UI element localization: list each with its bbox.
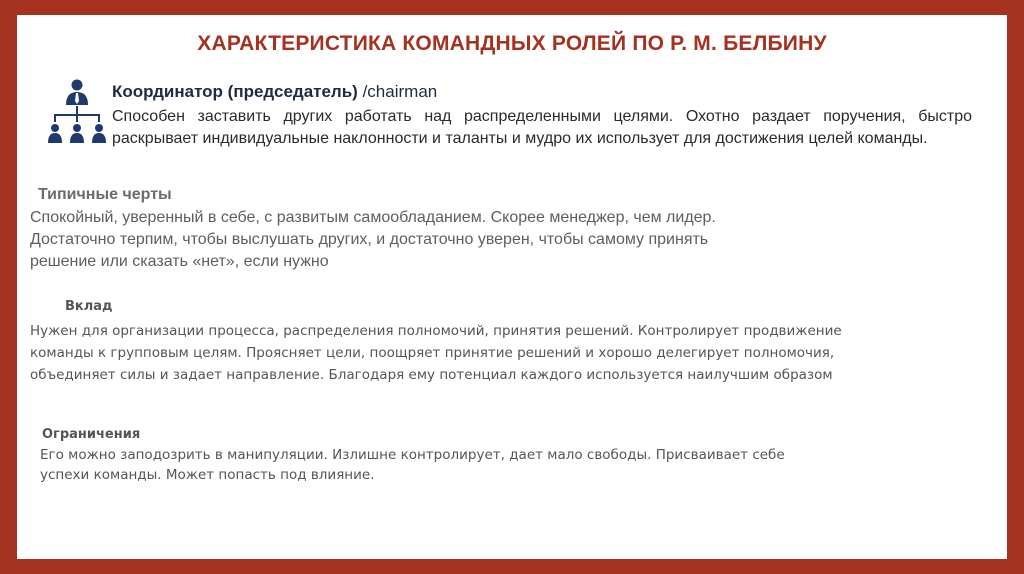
slide [17, 15, 1007, 559]
traits-heading: Типичные черты [38, 186, 172, 203]
role-description: Способен заставить других работать над распределенными целями. Охотно раздает поручения, быстро раскрывает индивидуальные наклонности и таланты и мудро их использует для достижения целей команды. [112, 108, 972, 147]
role-name: Координатор (председатель) [112, 82, 358, 101]
role-heading [112, 82, 437, 102]
text-line: Его можно заподозрить в манипуляции. Излишне контролирует, дает мало свободы. Присваивает себе [40, 447, 785, 463]
text-line: Спокойный, уверенный в себе, с развитым самообладанием. Скорее менеджер, чем лидер. [30, 209, 716, 226]
text-line: Нужен для организации процесса, распределения полномочий, принятия решений. Контролирует продвижение [30, 323, 842, 339]
text-line: Достаточно терпим, чтобы выслушать других, и достаточно уверен, чтобы самому принять [30, 231, 709, 248]
text-line: решение или сказать «нет», если нужно [30, 253, 329, 270]
contribution-heading: Вклад [65, 299, 113, 314]
org-chart-icon [45, 75, 109, 155]
contribution-text [30, 320, 990, 386]
role-english-name: /chairman [357, 82, 438, 101]
limitations-text [40, 445, 920, 485]
limitations-heading: Ограничения [42, 427, 141, 442]
slide-title: ХАРАКТЕРИСТИКА КОМАНДНЫХ РОЛЕЙ ПО Р. М. БЕЛБИНУ [197, 32, 827, 55]
text-line: команды к групповым целям. Проясняет цели, поощряет принятие решений и хорошо делегирует полномочия, [30, 345, 835, 361]
text-line: успехи команды. Может попасть под влияние. [40, 467, 375, 483]
traits-text [30, 207, 910, 273]
text-line: объединяет силы и задает направление. Благодаря ему потенциал каждого используется наилучшим образом [30, 367, 833, 383]
